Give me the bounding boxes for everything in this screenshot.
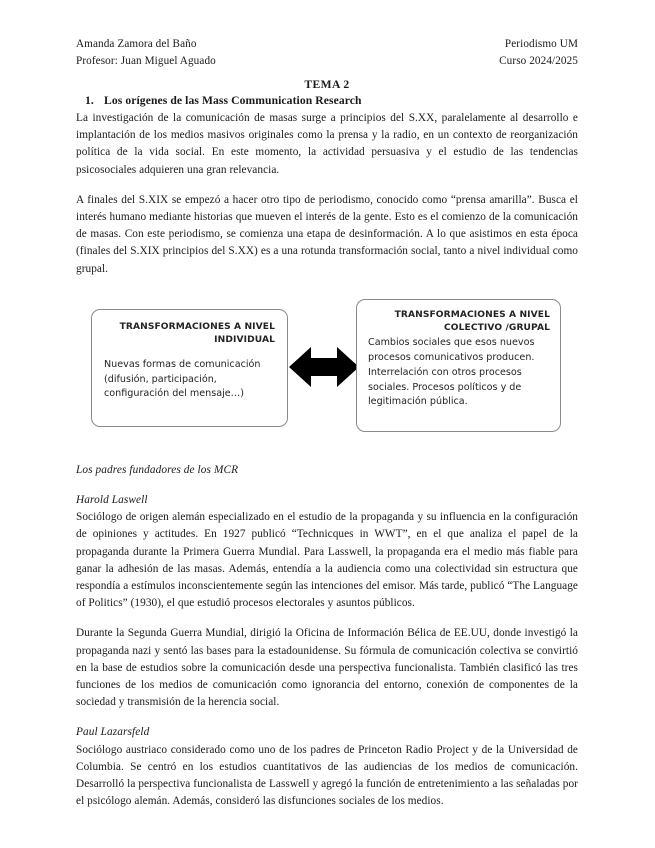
section-heading [76,94,578,107]
subheading-founders: Los padres fundadores de los MCR [76,463,239,476]
diagram-box-colectivo-body: Cambios sociales que esos nuevos procesos comunicativos producen. Interrelación con otros procesos sociales. Procesos políticos y de legitimación pública. [368,337,535,408]
diagram-box-individual-title: TRANSFORMACIONES A NIVEL INDIVIDUAL [119,321,275,346]
subheading-laswell: Harold Laswell [76,494,148,507]
student-name: Amanda Zamora del Baño [76,38,197,50]
document-header [76,36,578,70]
transformations-diagram [76,299,578,439]
spacer [76,479,578,492]
paragraph-intro: La investigación de la comunicación de masas surge a principios del S.XX, paralelamente al desarrollo e implantación de los medios masivos originales como la prensa y la radio, en un contexto de reorganización política de la vida social. En este momento, la actividad persuasiva y el estudio de las tendencias psicosociales adquieren una gran relevancia. [76,112,578,176]
diagram-box-individual-body: Nuevas formas de comunicación (difusión, participación, configuración del mensaje…) [104,359,261,400]
spacer [76,711,578,724]
diagram-box-colectivo [356,299,561,432]
subheading-lazarsfeld: Paul Lazarsfeld [76,726,150,739]
professor-name: Profesor: Juan Miguel Aguado [76,55,216,67]
header-left-block [76,36,216,70]
diagram-box-individual [91,309,288,427]
paragraph-laswell-2: Durante la Segunda Guerra Mundial, dirigió la Oficina de Información Bélica de EE.UU, donde investigó la propaganda nazi y sentó las bases para la estadounidense. Su fórmula de comunicación colectiva se convirtió en la base de estudios sobre la comunicación desde una perspectiva funcionalista. También clasificó las tres funciones de los medios de comunicación como ignorancia del entorno, conexión de componentes de la sociedad y transmisión de la herencia social. [76,627,578,709]
diagram-box-colectivo-title: TRANSFORMACIONES A NIVEL COLECTIVO /GRUPAL [394,309,550,334]
section-heading-label: Los orígenes de las Mass Communication Research [104,94,362,107]
double-headed-arrow-icon [289,345,359,389]
paragraph-lazarsfeld-1: Sociólogo austriaco considerado como uno de los padres de Princeton Radio Project y de la Universidad de Columbia. Se centró en los estudios cuantitativos de las audiencias de los medios de comunicación. Desarrolló la perspectiva funcionalista de Lasswell y agregó la función de entretenimiento a las señaladas por el psicólogo alemán. Además, consideró las disfunciones sociales de los medios. [76,743,578,808]
course-program: Periodismo UM [504,38,578,50]
page-title: TEMA 2 [304,78,350,91]
header-right-block [499,36,578,70]
section-number: 1. [85,94,94,107]
course-year: Curso 2024/2025 [499,55,578,67]
spacer [76,443,578,462]
paragraph-laswell-1: Sociólogo de origen alemán especializado en el estudio de la propaganda y su influencia en la configuración de opiniones y actitudes. En 1927 publicó “Technicques in WWT”, en el que analiza el papel de la propaganda durante la Primera Guerra Mundial. Para Lasswell, la propaganda era el medio más fiable para ganar la adhesión de las masas. Además, entendía a la audiencia como una colectividad sin estructura que respondía a estímulos inconscientemente según las intenciones del emisor. Más tarde, publicó “The Language of Politics” (1930), el que estudió procesos electorales y asuntos públicos. [76,511,578,610]
paragraph-prensa-amarilla: A finales del S.XIX se empezó a hacer otro tipo de periodismo, conocido como “prensa amarilla”. Busca el interés humano mediante historias que mueven el interés de la gente. Esto es el comienzo de la comunicación de masas. Con este periodismo, se comienza una etapa de desinformación. A lo que asistimos en esta época (finales del S.XIX principios del S.XX) es a una rotunda transformación social, tanto a nivel individual como grupal. [76,193,578,275]
